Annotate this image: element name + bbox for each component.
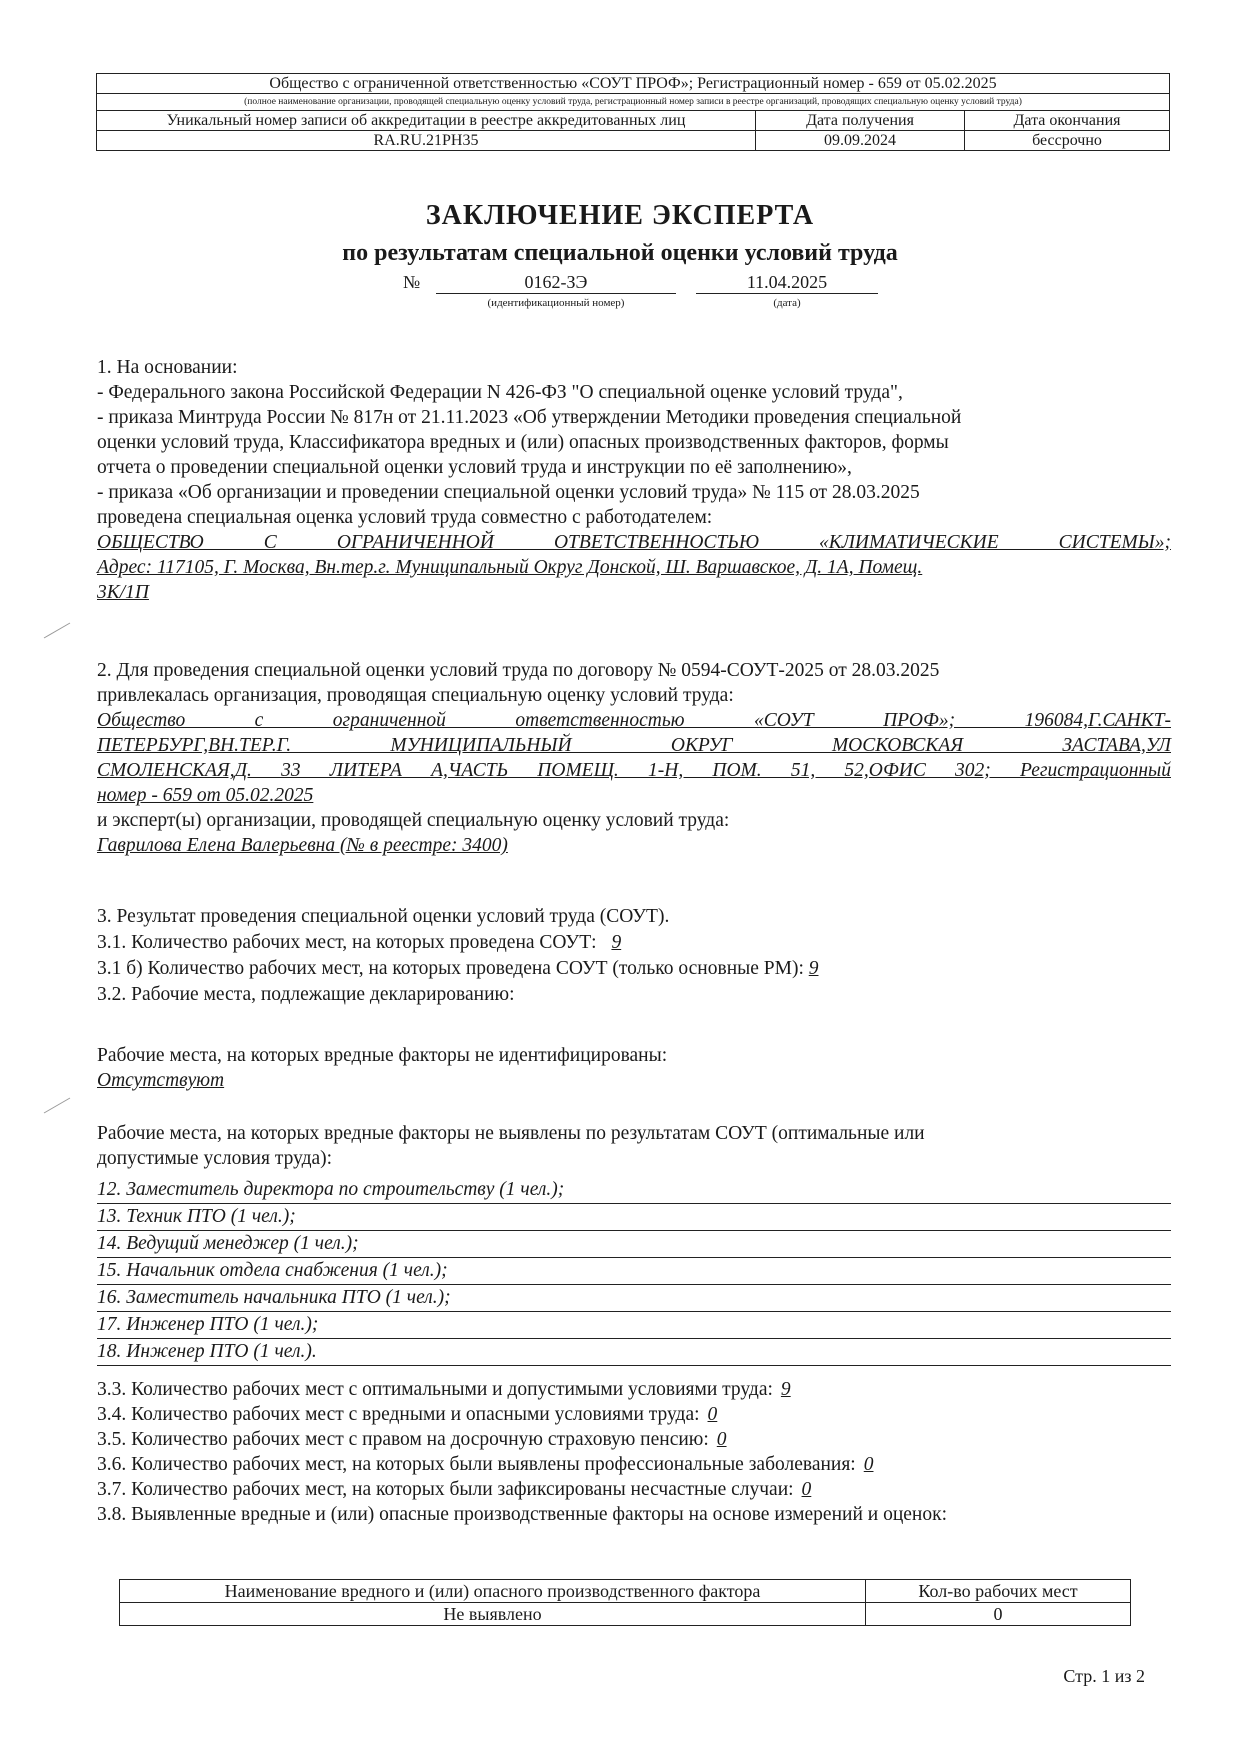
page-number: Стр. 1 из 2 — [1063, 1666, 1145, 1686]
date-caption: (дата) — [773, 297, 801, 309]
q33-label: 3.3. Количество рабочих мест с оптимальными и допустимыми условиями труда: — [97, 1379, 773, 1400]
q36-value: 0 — [863, 1454, 874, 1475]
factor-column-header: Наименование вредного и (или) опасного производственного фактора — [120, 1580, 866, 1603]
workplace-item: 14. Ведущий менеджер (1 чел.); — [97, 1232, 1171, 1258]
org-note: (полное наименование организации, проводящей специальную оценку условий труда, регистрационный номер записи в реестре организаций, проводящих специальную оценку условий труда) — [97, 94, 1170, 111]
workplace-item: 17. Инженер ПТО (1 чел.); — [97, 1313, 1171, 1339]
engaged-text: привлекалась организация, проводящая специальную оценку условий труда: — [97, 685, 734, 706]
accreditation-label: Уникальный номер записи об аккредитации в реестре аккредитованных лиц — [97, 111, 756, 131]
expert-label: и эксперт(ы) организации, проводящей специальную оценку условий труда: — [97, 810, 730, 831]
q37-label: 3.7. Количество рабочих мест, на которых были зафиксированы несчастные случаи: — [97, 1479, 794, 1500]
q31-value: 9 — [611, 932, 622, 953]
not-identified-label: Рабочие места, на которых вредные факторы не идентифицированы: — [97, 1045, 668, 1066]
law-reference: - Федерального закона Российской Федерации N 426-ФЗ "О специальной оценке условий труда", — [97, 382, 903, 403]
number-caption: (идентификационный номер) — [487, 297, 625, 309]
number-sign: № — [403, 272, 421, 292]
section2 — [97, 658, 1171, 858]
accreditation-number: RA.RU.21PH35 — [97, 131, 756, 151]
workplace-item: 13. Техник ПТО (1 чел.); — [97, 1205, 1171, 1231]
not-found-block — [97, 1121, 1171, 1171]
q35-value: 0 — [716, 1429, 727, 1450]
q36-label: 3.6. Количество рабочих мест, на которых были выявлены профессиональные заболевания: — [97, 1454, 856, 1475]
employer-line2: Адрес: 117105, Г. Москва, Вн.тер.г. Муниципальный Округ Донской, Ш. Варшавское, Д. 1А, Помещ. — [97, 557, 923, 578]
section3-heading: 3. Результат проведения специальной оценки условий труда (СОУТ). — [97, 906, 670, 927]
employer-line1: ОБЩЕСТВО С ОГРАНИЧЕННОЙ ОТВЕТСТВЕННОСТЬЮ «КЛИМАТИЧЕСКИЕ СИСТЕМЫ»; — [97, 532, 1171, 553]
order1-line2: оценки условий труда, Классификатора вредных и (или) опасных производственных факторов, формы — [97, 432, 949, 453]
workplace-item: 12. Заместитель директора по строительству (1 чел.); — [97, 1178, 1171, 1204]
q34-value: 0 — [707, 1404, 718, 1425]
factors-table — [119, 1579, 1131, 1626]
q31-label: 3.1. Количество рабочих мест, на которых проведена СОУТ: — [97, 932, 597, 953]
q31b-value: 9 — [808, 958, 819, 979]
org-line: Общество с ограниченной ответственностью «СОУТ ПРОФ»; Регистрационный номер - 659 от 05.02.2025 — [97, 74, 1170, 94]
not-found-label2: допустимые условия труда): — [97, 1148, 333, 1169]
count-cell: 0 — [866, 1603, 1131, 1626]
order2: - приказа «Об организации и проведении специальной оценки условий труда» № 115 от 28.03.2025 — [97, 482, 920, 503]
q31b-label: 3.1 б) Количество рабочих мест, на которых проведена СОУТ (только основные РМ): — [97, 958, 804, 979]
section1 — [97, 355, 1171, 605]
section1-intro: 1. На основании: — [97, 357, 238, 378]
not-found-label1: Рабочие места, на которых вредные факторы не выявлены по результатам СОУТ (оптимальные или — [97, 1123, 925, 1144]
receipt-date-label: Дата получения — [756, 111, 965, 131]
factor-cell: Не выявлено — [120, 1603, 866, 1626]
receipt-date: 09.09.2024 — [756, 131, 965, 151]
soutorg-line3: СМОЛЕНСКАЯ,Д. 33 ЛИТЕРА А,ЧАСТЬ ПОМЕЩ. 1-Н, ПОМ. 51, 52,ОФИС 302; Регистрационный — [97, 760, 1171, 781]
q32-label: 3.2. Рабочие места, подлежащие декларированию: — [97, 984, 515, 1005]
section3 — [97, 904, 1171, 1007]
document-subtitle: по результатам специальной оценки условий труда — [342, 240, 898, 266]
soutorg-line2: ПЕТЕРБУРГ,ВН.ТЕР.Г. МУНИЦИПАЛЬНЫЙ ОКРУГ МОСКОВСКАЯ ЗАСТАВА,УЛ — [97, 735, 1171, 756]
scan-mark — [44, 623, 70, 639]
workplace-item: 15. Начальник отдела снабжения (1 чел.); — [97, 1259, 1171, 1285]
not-identified-value: Отсутствуют — [97, 1070, 225, 1091]
workplace-item: 16. Заместитель начальника ПТО (1 чел.); — [97, 1286, 1171, 1312]
q34-label: 3.4. Количество рабочих мест с вредными и опасными условиями труда: — [97, 1404, 700, 1425]
q33-value: 9 — [780, 1379, 791, 1400]
document-title: ЗАКЛЮЧЕНИЕ ЭКСПЕРТА — [425, 200, 815, 231]
scan-mark — [44, 1098, 70, 1114]
counts-block — [97, 1377, 1171, 1527]
conclusion-number: 0162-ЗЭ — [436, 272, 676, 294]
expert-name: Гаврилова Елена Валерьевна (№ в реестре: 3400) — [97, 835, 508, 856]
header-table — [96, 73, 1170, 151]
order1-line1: - приказа Минтруда России № 817н от 21.11.2023 «Об утверждении Методики проведения специальной — [97, 407, 962, 428]
soutorg-line1: Общество с ограниченной ответственностью «СОУТ ПРОФ»; 196084,Г.САНКТ- — [97, 710, 1171, 731]
not-identified-block — [97, 1043, 1171, 1093]
employer-line3: 3К/1П — [97, 582, 149, 603]
order1-line3: отчета о проведении специальной оценки условий труда и инструкции по её заполнению», — [97, 457, 852, 478]
q38-label: 3.8. Выявленные вредные и (или) опасные производственные факторы на основе измерений и оценок: — [97, 1504, 947, 1525]
conclusion-date: 11.04.2025 — [696, 272, 878, 294]
q35-label: 3.5. Количество рабочих мест с правом на досрочную страховую пенсию: — [97, 1429, 709, 1450]
end-date-label: Дата окончания — [965, 111, 1170, 131]
contract-text: 2. Для проведения специальной оценки условий труда по договору № 0594-СОУТ-2025 от 28.03.2025 — [97, 660, 940, 681]
workplace-item: 18. Инженер ПТО (1 чел.). — [97, 1340, 1171, 1366]
count-column-header: Кол-во рабочих мест — [866, 1580, 1131, 1603]
q37-value: 0 — [801, 1479, 812, 1500]
soutorg-line4: номер - 659 от 05.02.2025 — [97, 785, 314, 806]
end-date: бессрочно — [965, 131, 1170, 151]
conducted-text: проведена специальная оценка условий труда совместно с работодателем: — [97, 507, 713, 528]
